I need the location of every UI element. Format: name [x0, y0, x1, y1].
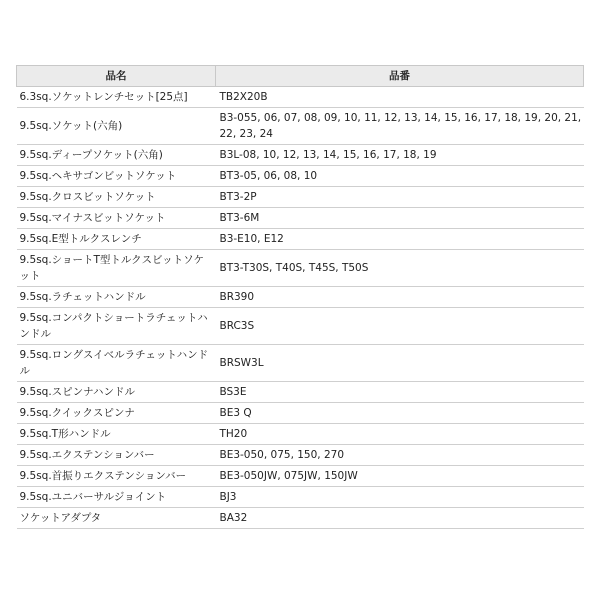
part-number-cell: BE3-050JW, 075JW, 150JW [216, 466, 584, 487]
table-row [17, 466, 584, 487]
product-name-cell: 9.5sq.スピンナハンドル [17, 382, 216, 403]
header-row [17, 66, 584, 87]
part-number-cell: BRC3S [216, 308, 584, 345]
part-number-cell: TH20 [216, 424, 584, 445]
spec-table [16, 65, 584, 529]
part-number-cell: B3-055, 06, 07, 08, 09, 10, 11, 12, 13, 14, 15, 16, 17, 18, 19, 20, 21, 22, 23, 24 [216, 108, 584, 145]
table-row [17, 487, 584, 508]
product-name-cell: 9.5sq.T形ハンドル [17, 424, 216, 445]
product-name-cell: 9.5sq.マイナスビットソケット [17, 208, 216, 229]
product-name-cell: 9.5sq.E型トルクスレンチ [17, 229, 216, 250]
product-name-cell: 9.5sq.首振りエクステンションバー [17, 466, 216, 487]
product-name-cell: 9.5sq.エクステンションバー [17, 445, 216, 466]
part-number-cell: BT3-T30S, T40S, T45S, T50S [216, 250, 584, 287]
table-row [17, 145, 584, 166]
table-row [17, 208, 584, 229]
part-number-cell: BRSW3L [216, 345, 584, 382]
product-name-cell: 9.5sq.ラチェットハンドル [17, 287, 216, 308]
header-part-number: 品番 [216, 66, 584, 87]
table-row [17, 403, 584, 424]
product-name-cell: 9.5sq.ショートT型トルクスビットソケット [17, 250, 216, 287]
product-name-cell: 9.5sq.ソケット(六角) [17, 108, 216, 145]
product-name-cell: 9.5sq.ロングスイベルラチェットハンドル [17, 345, 216, 382]
product-name-cell: ソケットアダプタ [17, 508, 216, 529]
table-row [17, 424, 584, 445]
part-number-cell: BT3-2P [216, 187, 584, 208]
product-name-cell: 9.5sq.ヘキサゴンビットソケット [17, 166, 216, 187]
part-number-cell: BA32 [216, 508, 584, 529]
part-number-cell: BJ3 [216, 487, 584, 508]
product-name-cell: 9.5sq.クイックスピンナ [17, 403, 216, 424]
table-row [17, 229, 584, 250]
table-body [17, 87, 584, 529]
product-name-cell: 9.5sq.クロスビットソケット [17, 187, 216, 208]
table-row [17, 445, 584, 466]
table-row [17, 166, 584, 187]
part-number-cell: BR390 [216, 287, 584, 308]
part-number-cell: BE3 Q [216, 403, 584, 424]
table-row [17, 382, 584, 403]
part-number-cell: BS3E [216, 382, 584, 403]
part-number-cell: BT3-6M [216, 208, 584, 229]
header-name: 品名 [17, 66, 216, 87]
part-number-cell: BT3-05, 06, 08, 10 [216, 166, 584, 187]
table-row [17, 187, 584, 208]
table-row [17, 250, 584, 287]
product-name-cell: 9.5sq.ディープソケット(六角) [17, 145, 216, 166]
table-row [17, 87, 584, 108]
product-name-cell: 9.5sq.ユニバーサルジョイント [17, 487, 216, 508]
part-number-cell: B3-E10, E12 [216, 229, 584, 250]
table-row [17, 345, 584, 382]
part-number-cell: BE3-050, 075, 150, 270 [216, 445, 584, 466]
product-name-cell: 9.5sq.コンパクトショートラチェットハンドル [17, 308, 216, 345]
table-row [17, 287, 584, 308]
part-number-cell: B3L-08, 10, 12, 13, 14, 15, 16, 17, 18, 19 [216, 145, 584, 166]
table-row [17, 308, 584, 345]
table-row [17, 508, 584, 529]
table-row [17, 108, 584, 145]
part-number-cell: TB2X20B [216, 87, 584, 108]
product-name-cell: 6.3sq.ソケットレンチセット[25点] [17, 87, 216, 108]
